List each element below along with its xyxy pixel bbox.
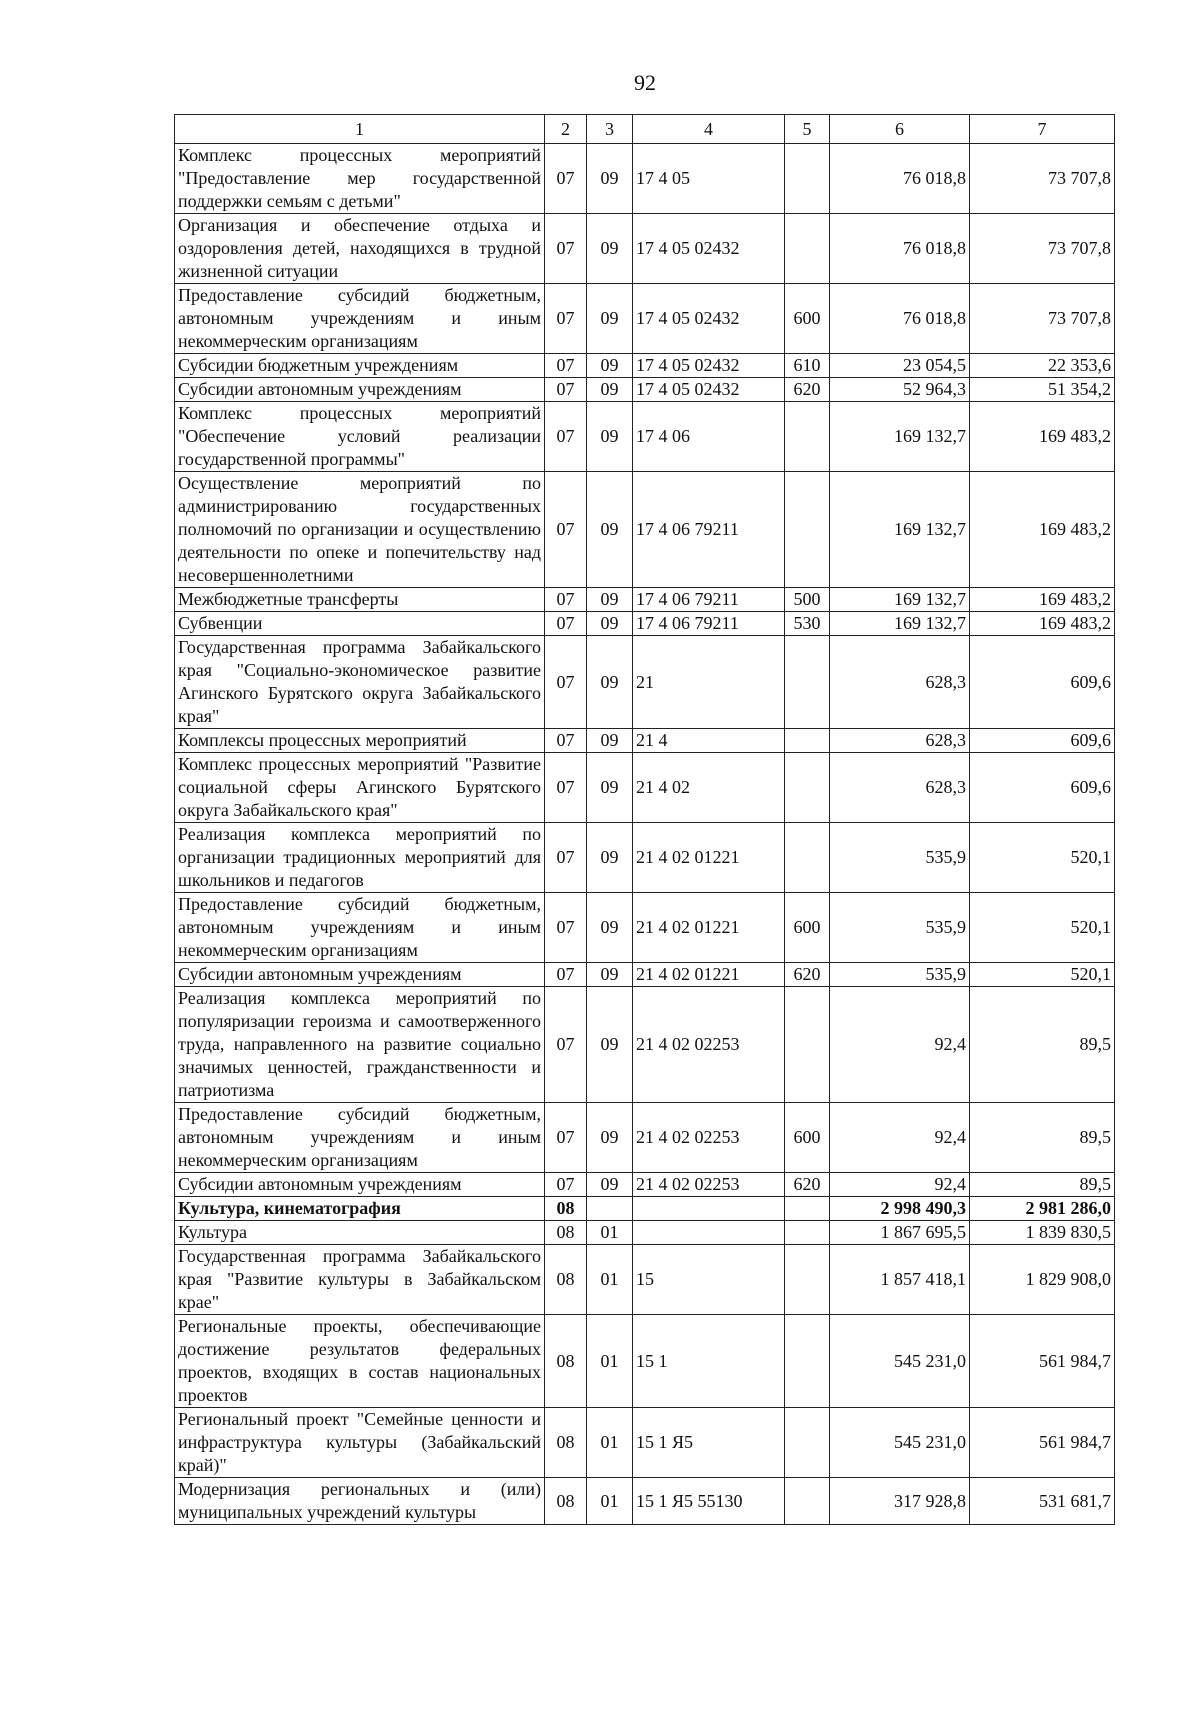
target-article-cell: 21 4 02 01221 <box>633 963 785 987</box>
section-code-cell: 07 <box>545 144 587 214</box>
section-code-cell: 07 <box>545 987 587 1103</box>
expense-type-cell <box>785 214 830 284</box>
row-name-cell: Комплекс процессных мероприятий "Предоставление мер государственной поддержки семьям с детьми" <box>175 144 545 214</box>
subsection-code-cell: 09 <box>587 636 633 729</box>
subsection-code-cell: 09 <box>587 354 633 378</box>
row-name-cell: Комплекс процессных мероприятий "Развитие социальной сферы Агинского Бурятского округа Забайкальского края" <box>175 753 545 823</box>
amount-year1-cell: 76 018,8 <box>830 284 970 354</box>
amount-year1-cell: 76 018,8 <box>830 214 970 284</box>
target-article-cell: 21 4 02 <box>633 753 785 823</box>
expense-type-cell <box>785 987 830 1103</box>
section-code-cell: 07 <box>545 823 587 893</box>
section-code-cell: 07 <box>545 636 587 729</box>
table-row <box>175 893 1115 963</box>
amount-year1-cell: 92,4 <box>830 1173 970 1197</box>
section-code-cell: 07 <box>545 1103 587 1173</box>
table-row <box>175 354 1115 378</box>
section-code-cell: 07 <box>545 214 587 284</box>
amount-year2-cell: 73 707,8 <box>970 284 1115 354</box>
budget-table <box>174 114 1115 1525</box>
amount-year2-cell: 520,1 <box>970 963 1115 987</box>
amount-year1-cell: 92,4 <box>830 1103 970 1173</box>
target-article-cell: 15 1 Я5 <box>633 1408 785 1478</box>
expense-type-cell <box>785 729 830 753</box>
subsection-code-cell: 01 <box>587 1315 633 1408</box>
expense-type-cell: 610 <box>785 354 830 378</box>
amount-year1-cell: 169 132,7 <box>830 402 970 472</box>
row-name-cell: Субсидии бюджетным учреждениям <box>175 354 545 378</box>
table-row <box>175 729 1115 753</box>
row-name-cell: Предоставление субсидий бюджетным, автономным учреждениям и иным некоммерческим организациям <box>175 1103 545 1173</box>
amount-year1-cell: 1 867 695,5 <box>830 1221 970 1245</box>
subsection-code-cell <box>587 1197 633 1221</box>
section-code-cell: 07 <box>545 588 587 612</box>
row-name-cell: Организация и обеспечение отдыха и оздоровления детей, находящихся в трудной жизненной ситуации <box>175 214 545 284</box>
expense-type-cell <box>785 1221 830 1245</box>
row-name-cell: Субсидии автономным учреждениям <box>175 963 545 987</box>
table-row <box>175 284 1115 354</box>
amount-year2-cell: 531 681,7 <box>970 1478 1115 1525</box>
section-code-cell: 07 <box>545 753 587 823</box>
header-cell: 1 <box>175 115 545 144</box>
target-article-cell: 21 4 02 02253 <box>633 987 785 1103</box>
amount-year2-cell: 169 483,2 <box>970 588 1115 612</box>
row-name-cell: Модернизация региональных и (или) муниципальных учреждений культуры <box>175 1478 545 1525</box>
amount-year1-cell: 169 132,7 <box>830 472 970 588</box>
amount-year2-cell: 51 354,2 <box>970 378 1115 402</box>
table-row <box>175 1245 1115 1315</box>
target-article-cell: 17 4 06 79211 <box>633 472 785 588</box>
expense-type-cell: 500 <box>785 588 830 612</box>
amount-year2-cell: 520,1 <box>970 893 1115 963</box>
table-row <box>175 1315 1115 1408</box>
target-article-cell: 21 4 02 02253 <box>633 1173 785 1197</box>
subsection-code-cell: 09 <box>587 214 633 284</box>
amount-year2-cell: 169 483,2 <box>970 472 1115 588</box>
table-row <box>175 588 1115 612</box>
amount-year2-cell: 73 707,8 <box>970 214 1115 284</box>
amount-year1-cell: 535,9 <box>830 893 970 963</box>
amount-year2-cell: 89,5 <box>970 1173 1115 1197</box>
target-article-cell: 17 4 06 <box>633 402 785 472</box>
expense-type-cell <box>785 144 830 214</box>
amount-year2-cell: 73 707,8 <box>970 144 1115 214</box>
subsection-code-cell: 09 <box>587 472 633 588</box>
amount-year1-cell: 535,9 <box>830 823 970 893</box>
amount-year2-cell: 22 353,6 <box>970 354 1115 378</box>
target-article-cell: 21 4 02 01221 <box>633 823 785 893</box>
row-name-cell: Предоставление субсидий бюджетным, автономным учреждениям и иным некоммерческим организациям <box>175 893 545 963</box>
row-name-cell: Осуществление мероприятий по администрированию государственных полномочий по организации и осуществлению деятельности по опеке и попечительству над несовершеннолетними <box>175 472 545 588</box>
target-article-cell: 21 <box>633 636 785 729</box>
amount-year1-cell: 76 018,8 <box>830 144 970 214</box>
row-name-cell: Культура <box>175 1221 545 1245</box>
row-name-cell: Культура, кинематография <box>175 1197 545 1221</box>
row-name-cell: Субсидии автономным учреждениям <box>175 1173 545 1197</box>
target-article-cell: 17 4 05 02432 <box>633 284 785 354</box>
subsection-code-cell: 09 <box>587 378 633 402</box>
section-code-cell: 07 <box>545 402 587 472</box>
target-article-cell <box>633 1221 785 1245</box>
expense-type-cell <box>785 1478 830 1525</box>
page-number: 92 <box>634 70 656 95</box>
amount-year2-cell: 609,6 <box>970 636 1115 729</box>
amount-year2-cell: 89,5 <box>970 987 1115 1103</box>
header-cell: 7 <box>970 115 1115 144</box>
expense-type-cell <box>785 472 830 588</box>
table-row <box>175 1478 1115 1525</box>
target-article-cell: 21 4 <box>633 729 785 753</box>
subsection-code-cell: 09 <box>587 612 633 636</box>
table-row <box>175 963 1115 987</box>
subsection-code-cell: 01 <box>587 1478 633 1525</box>
subsection-code-cell: 01 <box>587 1245 633 1315</box>
subsection-code-cell: 09 <box>587 588 633 612</box>
amount-year1-cell: 535,9 <box>830 963 970 987</box>
subsection-code-cell: 09 <box>587 987 633 1103</box>
expense-type-cell <box>785 753 830 823</box>
row-name-cell: Реализация комплекса мероприятий по организации традиционных мероприятий для школьников и педагогов <box>175 823 545 893</box>
section-code-cell: 08 <box>545 1197 587 1221</box>
section-code-cell: 07 <box>545 612 587 636</box>
target-article-cell <box>633 1197 785 1221</box>
amount-year1-cell: 628,3 <box>830 636 970 729</box>
subsection-code-cell: 09 <box>587 144 633 214</box>
row-name-cell: Региональные проекты, обеспечивающие достижение результатов федеральных проектов, входящих в состав национальных проектов <box>175 1315 545 1408</box>
header-row <box>175 115 1115 144</box>
row-name-cell: Государственная программа Забайкальского края "Развитие культуры в Забайкальском крае" <box>175 1245 545 1315</box>
amount-year1-cell: 2 998 490,3 <box>830 1197 970 1221</box>
header-cell: 4 <box>633 115 785 144</box>
expense-type-cell: 620 <box>785 1173 830 1197</box>
section-code-cell: 08 <box>545 1408 587 1478</box>
expense-type-cell <box>785 823 830 893</box>
amount-year1-cell: 23 054,5 <box>830 354 970 378</box>
amount-year1-cell: 545 231,0 <box>830 1315 970 1408</box>
amount-year1-cell: 169 132,7 <box>830 612 970 636</box>
section-code-cell: 07 <box>545 284 587 354</box>
row-name-cell: Комплексы процессных мероприятий <box>175 729 545 753</box>
row-name-cell: Комплекс процессных мероприятий "Обеспечение условий реализации государственной программы" <box>175 402 545 472</box>
section-code-cell: 07 <box>545 729 587 753</box>
table-row <box>175 987 1115 1103</box>
expense-type-cell: 600 <box>785 893 830 963</box>
subsection-code-cell: 09 <box>587 402 633 472</box>
amount-year1-cell: 628,3 <box>830 753 970 823</box>
table-row <box>175 1221 1115 1245</box>
target-article-cell: 17 4 05 02432 <box>633 354 785 378</box>
table-row <box>175 1103 1115 1173</box>
section-code-cell: 07 <box>545 1173 587 1197</box>
amount-year2-cell: 169 483,2 <box>970 612 1115 636</box>
amount-year2-cell: 1 829 908,0 <box>970 1245 1115 1315</box>
section-code-cell: 08 <box>545 1221 587 1245</box>
expense-type-cell: 620 <box>785 963 830 987</box>
amount-year2-cell: 561 984,7 <box>970 1408 1115 1478</box>
target-article-cell: 15 1 <box>633 1315 785 1408</box>
table-row <box>175 402 1115 472</box>
expense-type-cell <box>785 402 830 472</box>
expense-type-cell: 600 <box>785 1103 830 1173</box>
amount-year1-cell: 545 231,0 <box>830 1408 970 1478</box>
table-row <box>175 214 1115 284</box>
table-row <box>175 823 1115 893</box>
row-name-cell: Межбюджетные трансферты <box>175 588 545 612</box>
table-row <box>175 612 1115 636</box>
section-code-cell: 08 <box>545 1245 587 1315</box>
expense-type-cell: 620 <box>785 378 830 402</box>
subsection-code-cell: 01 <box>587 1221 633 1245</box>
amount-year2-cell: 609,6 <box>970 729 1115 753</box>
amount-year2-cell: 1 839 830,5 <box>970 1221 1115 1245</box>
section-code-cell: 08 <box>545 1478 587 1525</box>
header-cell: 5 <box>785 115 830 144</box>
amount-year1-cell: 52 964,3 <box>830 378 970 402</box>
target-article-cell: 17 4 05 02432 <box>633 378 785 402</box>
subsection-code-cell: 09 <box>587 284 633 354</box>
expense-type-cell: 530 <box>785 612 830 636</box>
expense-type-cell <box>785 1408 830 1478</box>
expense-type-cell <box>785 1245 830 1315</box>
section-code-cell: 07 <box>545 472 587 588</box>
amount-year1-cell: 169 132,7 <box>830 588 970 612</box>
amount-year2-cell: 561 984,7 <box>970 1315 1115 1408</box>
target-article-cell: 17 4 06 79211 <box>633 612 785 636</box>
row-name-cell: Реализация комплекса мероприятий по популяризации героизма и самоотверженного труда, направленного на развитие социально значимых ценностей, гражданственности и патриотизма <box>175 987 545 1103</box>
row-name-cell: Региональный проект "Семейные ценности и инфраструктура культуры (Забайкальский край)" <box>175 1408 545 1478</box>
subsection-code-cell: 09 <box>587 729 633 753</box>
row-name-cell: Предоставление субсидий бюджетным, автономным учреждениям и иным некоммерческим организациям <box>175 284 545 354</box>
subsection-code-cell: 09 <box>587 893 633 963</box>
expense-type-cell <box>785 1315 830 1408</box>
amount-year2-cell: 169 483,2 <box>970 402 1115 472</box>
target-article-cell: 21 4 02 02253 <box>633 1103 785 1173</box>
amount-year2-cell: 2 981 286,0 <box>970 1197 1115 1221</box>
amount-year2-cell: 89,5 <box>970 1103 1115 1173</box>
header-cell: 2 <box>545 115 587 144</box>
subsection-code-cell: 09 <box>587 1173 633 1197</box>
section-code-cell: 07 <box>545 354 587 378</box>
table-row <box>175 378 1115 402</box>
subsection-code-cell: 09 <box>587 963 633 987</box>
section-code-cell: 07 <box>545 963 587 987</box>
amount-year1-cell: 92,4 <box>830 987 970 1103</box>
amount-year2-cell: 520,1 <box>970 823 1115 893</box>
subsection-code-cell: 09 <box>587 753 633 823</box>
target-article-cell: 15 <box>633 1245 785 1315</box>
target-article-cell: 17 4 05 02432 <box>633 214 785 284</box>
header-cell: 3 <box>587 115 633 144</box>
amount-year1-cell: 1 857 418,1 <box>830 1245 970 1315</box>
subsection-code-cell: 09 <box>587 823 633 893</box>
subsection-code-cell: 09 <box>587 1103 633 1173</box>
section-code-cell: 07 <box>545 893 587 963</box>
table-row <box>175 144 1115 214</box>
section-code-cell: 07 <box>545 378 587 402</box>
amount-year1-cell: 628,3 <box>830 729 970 753</box>
header-cell: 6 <box>830 115 970 144</box>
amount-year1-cell: 317 928,8 <box>830 1478 970 1525</box>
expense-type-cell <box>785 636 830 729</box>
table-row <box>175 1408 1115 1478</box>
row-name-cell: Субвенции <box>175 612 545 636</box>
table-row <box>175 472 1115 588</box>
table-row <box>175 753 1115 823</box>
table-row <box>175 1173 1115 1197</box>
expense-type-cell: 600 <box>785 284 830 354</box>
target-article-cell: 15 1 Я5 55130 <box>633 1478 785 1525</box>
amount-year2-cell: 609,6 <box>970 753 1115 823</box>
target-article-cell: 21 4 02 01221 <box>633 893 785 963</box>
subsection-code-cell: 01 <box>587 1408 633 1478</box>
table-row <box>175 636 1115 729</box>
table-row <box>175 1197 1115 1221</box>
target-article-cell: 17 4 06 79211 <box>633 588 785 612</box>
row-name-cell: Государственная программа Забайкальского края "Социально-экономическое развитие Агинского Бурятского округа Забайкальского края" <box>175 636 545 729</box>
expense-type-cell <box>785 1197 830 1221</box>
target-article-cell: 17 4 05 <box>633 144 785 214</box>
section-code-cell: 08 <box>545 1315 587 1408</box>
row-name-cell: Субсидии автономным учреждениям <box>175 378 545 402</box>
